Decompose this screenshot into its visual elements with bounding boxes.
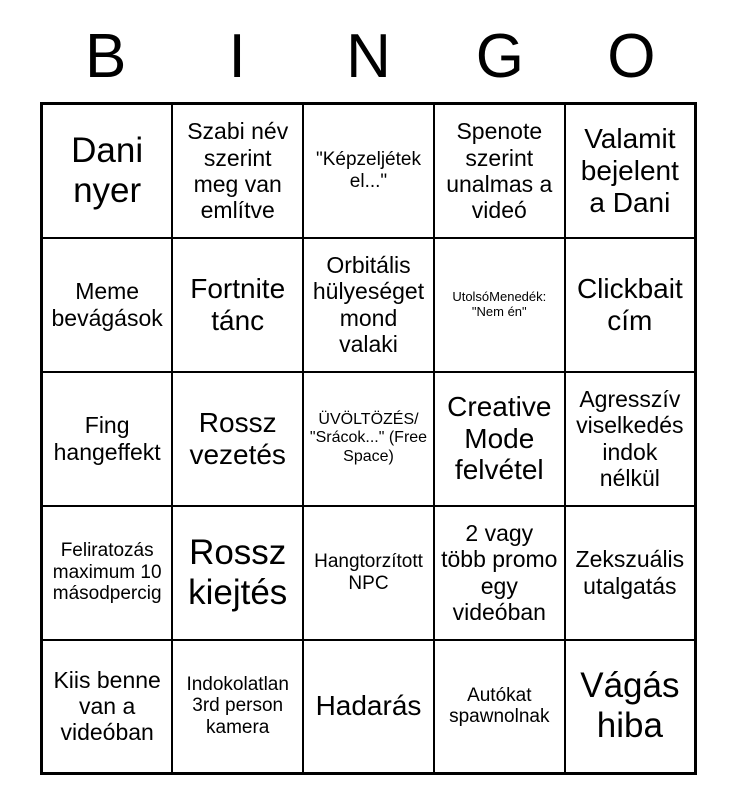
bingo-cell[interactable]: Fing hangeffekt — [42, 372, 173, 506]
bingo-cell[interactable]: Feliratozás maximum 10 másodpercig — [42, 506, 173, 640]
bingo-header — [40, 18, 697, 96]
bingo-header-letter-n: N — [346, 22, 391, 91]
bingo-cell[interactable]: Fortnite tánc — [172, 238, 303, 372]
bingo-cell[interactable]: Clickbait cím — [565, 238, 696, 372]
bingo-cell[interactable]: Rossz vezetés — [172, 372, 303, 506]
bingo-cell[interactable]: Indokolatlan 3rd person kamera — [172, 640, 303, 774]
bingo-cell[interactable]: Hadarás — [303, 640, 434, 774]
bingo-cell[interactable]: Zekszuális utalgatás — [565, 506, 696, 640]
bingo-header-letter-i: I — [228, 22, 246, 91]
bingo-cell[interactable]: Dani nyer — [42, 104, 173, 238]
bingo-cell[interactable]: Valamit bejelent a Dani — [565, 104, 696, 238]
bingo-cell[interactable]: Hangtorzított NPC — [303, 506, 434, 640]
bingo-cell[interactable]: Kiis benne van a videóban — [42, 640, 173, 774]
bingo-cell[interactable]: "Képzeljétek el..." — [303, 104, 434, 238]
bingo-cell[interactable]: Meme bevágások — [42, 238, 173, 372]
bingo-cell[interactable]: Creative Mode felvétel — [434, 372, 565, 506]
bingo-header-letter-o: O — [607, 22, 656, 91]
bingo-row — [42, 640, 696, 774]
bingo-cell[interactable]: Vágás hiba — [565, 640, 696, 774]
bingo-cell[interactable]: Szabi név szerint meg van említve — [172, 104, 303, 238]
bingo-row — [42, 506, 696, 640]
bingo-row — [42, 372, 696, 506]
bingo-row — [42, 104, 696, 238]
bingo-cell[interactable]: Autókat spawnolnak — [434, 640, 565, 774]
bingo-header-letter-b: B — [85, 22, 127, 91]
bingo-cell[interactable]: 2 vagy több promo egy videóban — [434, 506, 565, 640]
bingo-cell[interactable]: Orbitális hülyeséget mond valaki — [303, 238, 434, 372]
bingo-cell[interactable]: Spenote szerint unalmas a videó — [434, 104, 565, 238]
bingo-row — [42, 238, 696, 372]
bingo-cell[interactable]: Agresszív viselkedés indok nélkül — [565, 372, 696, 506]
bingo-cell[interactable]: Rossz kiejtés — [172, 506, 303, 640]
bingo-cell-free-space[interactable]: ÜVÖLTÖZÉS/ "Srácok..." (Free Space) — [303, 372, 434, 506]
bingo-header-letter-g: G — [475, 22, 525, 91]
bingo-grid — [40, 102, 697, 775]
bingo-cell[interactable]: UtolsóMenedék: "Nem én" — [434, 238, 565, 372]
